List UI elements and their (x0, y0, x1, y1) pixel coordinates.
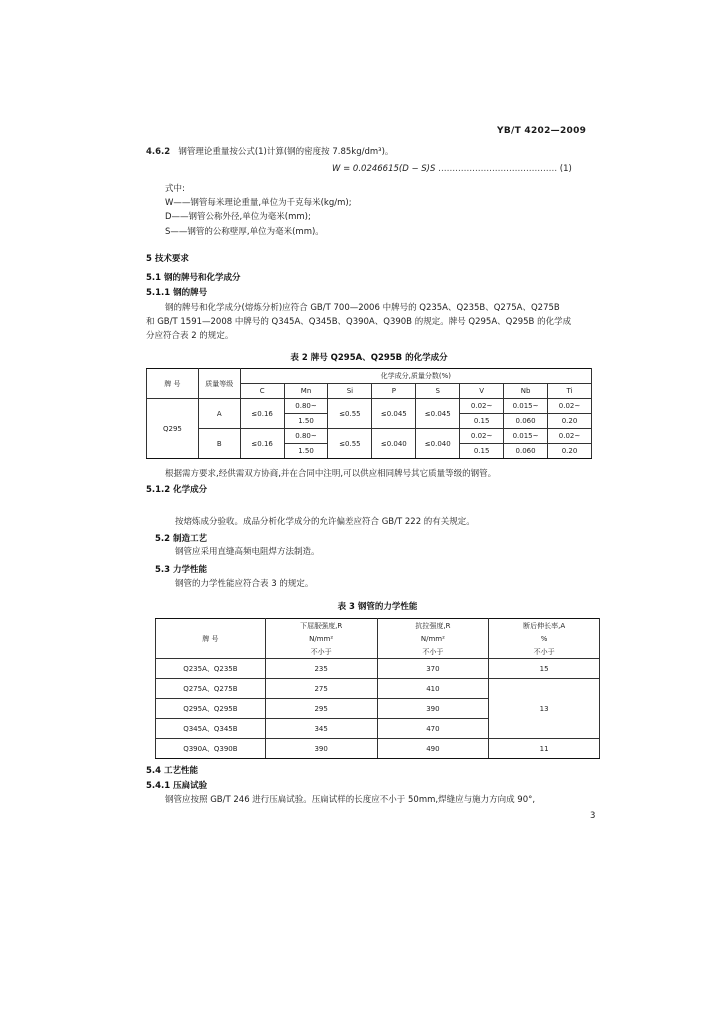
tensile-cell: 370 (377, 659, 489, 679)
cell-v-top: 0.02~ (460, 399, 504, 414)
cell-v-bottom: 0.15 (460, 444, 504, 459)
paragraph-5-1-1-line1: 钢的牌号和化学成分(熔炼分析)应符合 GB/T 700—2006 中牌号的 Q235A、Q235B、Q275A、Q275B (165, 303, 560, 313)
table-row (147, 399, 592, 414)
header-element: Mn (284, 384, 328, 399)
cell-nb-bottom: 0.060 (504, 414, 548, 429)
formula-dots: …………………………………… (438, 164, 558, 174)
cell-nb-top: 0.015~ (504, 399, 548, 414)
header-element: P (372, 384, 416, 399)
cell-v-bottom: 0.15 (460, 414, 504, 429)
cell-si: ≤0.55 (328, 399, 372, 429)
header-quality: 质量等级 (198, 369, 240, 399)
header-tensile: 抗拉强度,R (377, 619, 489, 633)
cell-ti-bottom: 0.20 (548, 444, 592, 459)
quality-cell: B (198, 429, 240, 459)
paragraph-5-2: 钢管应采用直缝高频电阻焊方法制造。 (175, 547, 320, 557)
cell-ti-top: 0.02~ (548, 399, 592, 414)
header-element: V (460, 384, 504, 399)
header-element: Nb (504, 384, 548, 399)
yield-cell: 390 (265, 739, 377, 759)
yield-cell: 295 (265, 699, 377, 719)
grade-cell: Q275A、Q275B (156, 679, 266, 699)
paragraph-5-1-1-line2: 和 GB/T 1591—2008 中牌号的 Q345A、Q345B、Q390A、Q390B 的规定。牌号 Q295A、Q295B 的化学成 (146, 317, 572, 327)
table-row (147, 429, 592, 444)
cell-mn-bottom: 1.50 (284, 444, 328, 459)
cell-ti-top: 0.02~ (548, 429, 592, 444)
cell-p: ≤0.045 (372, 399, 416, 429)
elongation-cell: 11 (489, 739, 600, 759)
table-3-header-row (156, 619, 600, 633)
yield-cell: 235 (265, 659, 377, 679)
standard-number: YB/T 4202—2009 (497, 126, 587, 136)
header-elongation-unit: % (489, 632, 600, 645)
table-row (156, 679, 600, 699)
section-5-1-title: 5.1 钢的牌号和化学成分 (146, 273, 241, 283)
header-yield: 下屈服强度,R (265, 619, 377, 633)
paragraph-5-3: 钢管的力学性能应符合表 3 的规定。 (175, 579, 314, 589)
cell-s: ≤0.040 (416, 429, 460, 459)
table-row (156, 659, 600, 679)
s-definition: S——钢管的公称壁厚,单位为毫米(mm)。 (165, 227, 324, 237)
header-grade: 牌 号 (147, 369, 199, 399)
yield-cell: 275 (265, 679, 377, 699)
elongation-cell: 13 (489, 679, 600, 739)
section-5-1-2-title: 5.1.2 化学成分 (146, 485, 208, 495)
cell-s: ≤0.045 (416, 399, 460, 429)
header-elongation-min: 不小于 (489, 645, 600, 659)
cell-nb-bottom: 0.060 (504, 444, 548, 459)
header-yield-min: 不小于 (265, 645, 377, 659)
tensile-cell: 390 (377, 699, 489, 719)
cell-mn-top: 0.80~ (284, 429, 328, 444)
section-text: 钢管理论重量按公式(1)计算(钢的密度按 7.85kg/dm³)。 (178, 147, 394, 157)
formula: W = 0.0246615(D − S)S (332, 164, 436, 174)
cell-si: ≤0.55 (328, 429, 372, 459)
table-2-note: 根据需方要求,经供需双方协商,并在合同中注明,可以供应相同牌号其它质量等级的钢管。 (165, 469, 497, 479)
table-2 (146, 368, 592, 459)
header-element: Ti (548, 384, 592, 399)
section-5-1-1-title: 5.1.1 钢的牌号 (146, 288, 208, 298)
header-yield-unit: N/mm² (265, 632, 377, 645)
cell-ti-bottom: 0.20 (548, 414, 592, 429)
section-5-3-title: 5.3 力学性能 (155, 565, 208, 575)
tensile-cell: 470 (377, 719, 489, 739)
where-label: 式中: (165, 184, 185, 194)
header-element: S (416, 384, 460, 399)
table-3 (155, 618, 600, 759)
table-2-caption: 表 2 牌号 Q295A、Q295B 的化学成分 (290, 353, 448, 363)
w-definition: W——钢管每米理论重量,单位为千克每米(kg/m); (165, 198, 352, 208)
grade-cell: Q345A、Q345B (156, 719, 266, 739)
tensile-cell: 410 (377, 679, 489, 699)
cell-nb-top: 0.015~ (504, 429, 548, 444)
header-tensile-unit: N/mm² (377, 632, 489, 645)
header-chemical-group: 化学成分,质量分数(%) (240, 369, 591, 384)
header-grade: 牌 号 (156, 619, 266, 659)
cell-mn-bottom: 1.50 (284, 414, 328, 429)
page-number: 3 (590, 811, 596, 821)
cell-c: ≤0.16 (240, 399, 284, 429)
equation-number: (1) (559, 164, 572, 174)
yield-cell: 345 (265, 719, 377, 739)
section-5-4-1-title: 5.4.1 压扁试验 (146, 781, 208, 791)
elongation-cell: 15 (489, 659, 600, 679)
header-tensile-min: 不小于 (377, 645, 489, 659)
paragraph-5-1-2: 按熔炼成分验收。成品分析化学成分的允许偏差应符合 GB/T 222 的有关规定。 (175, 517, 475, 527)
section-4-6-2 (146, 146, 393, 159)
section-number: 4.6.2 (146, 147, 171, 157)
grade-cell: Q390A、Q390B (156, 739, 266, 759)
section-5-title: 5 技术要求 (146, 254, 189, 264)
section-5-2-title: 5.2 制造工艺 (155, 534, 208, 544)
grade-cell: Q235A、Q235B (156, 659, 266, 679)
grade-cell: Q295A、Q295B (156, 699, 266, 719)
header-elongation: 断后伸长率,A (489, 619, 600, 633)
grade-cell: Q295 (147, 399, 199, 459)
header-element: Si (328, 384, 372, 399)
table-3-caption: 表 3 钢管的力学性能 (337, 602, 418, 612)
tensile-cell: 490 (377, 739, 489, 759)
paragraph-5-1-1-line3: 分应符合表 2 的规定。 (146, 331, 234, 341)
d-definition: D——钢管公称外径,单位为毫米(mm); (165, 212, 311, 222)
cell-mn-top: 0.80~ (284, 399, 328, 414)
cell-p: ≤0.040 (372, 429, 416, 459)
quality-cell: A (198, 399, 240, 429)
cell-v-top: 0.02~ (460, 429, 504, 444)
table-row (156, 739, 600, 759)
header-element: C (240, 384, 284, 399)
formula-line (332, 163, 572, 176)
table-2-header-row (147, 369, 592, 384)
paragraph-5-4-1: 钢管应按照 GB/T 246 进行压扁试验。压扁试样的长度应不小于 50mm,焊缝应与施力方向成 90°, (165, 795, 536, 805)
section-5-4-title: 5.4 工艺性能 (146, 766, 199, 776)
cell-c: ≤0.16 (240, 429, 284, 459)
